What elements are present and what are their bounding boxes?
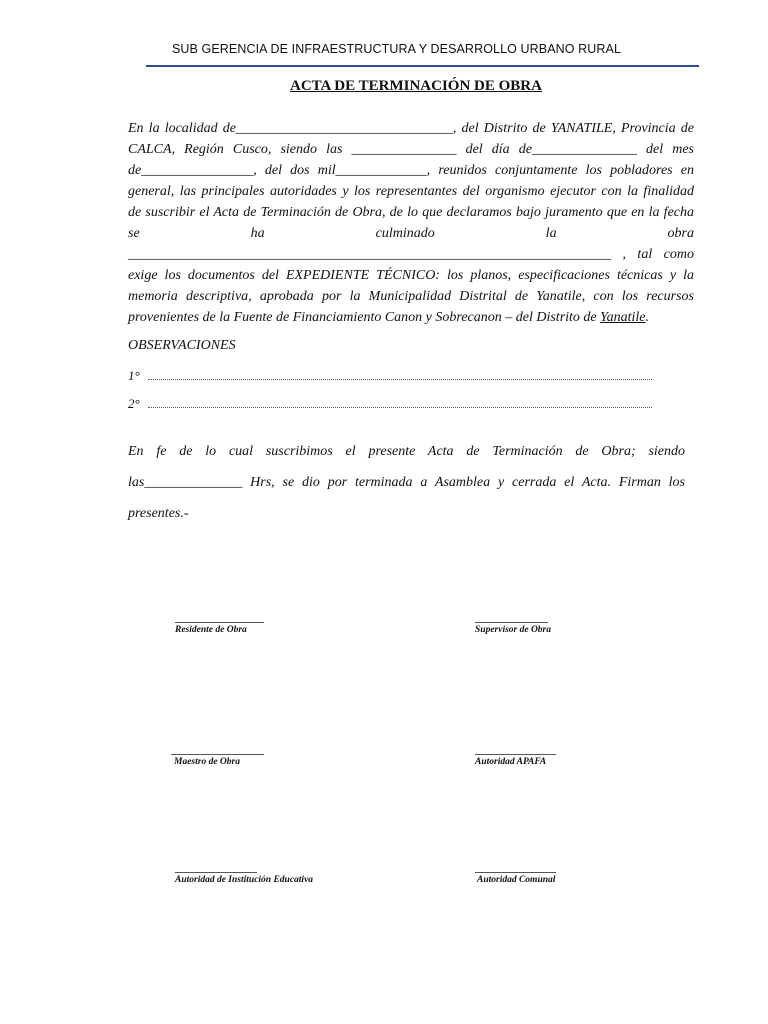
signature-line [475, 754, 556, 755]
signature-block-maestro [171, 754, 264, 767]
paragraph-line: presentes.- [128, 506, 189, 521]
signature-label: Autoridad de Institución Educativa [175, 875, 314, 885]
body-paragraph-1 [128, 118, 694, 328]
signature-line [475, 872, 556, 873]
signature-block-residente [175, 622, 264, 635]
signature-label: Autoridad Comunal [477, 875, 556, 885]
paragraph-line: En fe de lo cual suscribimos el presente Acta de Terminación de Obra; siendo [128, 444, 685, 459]
observation-item [128, 368, 652, 384]
body-paragraph-2 [128, 436, 685, 529]
paragraph-line: de suscribir el Acta de Terminación de Obra, de lo que declaramos bajo juramento que en la fecha [128, 205, 694, 220]
observation-dotted-line [148, 369, 652, 380]
signature-label: Supervisor de Obra [475, 625, 552, 635]
paragraph-line: memoria descriptiva, aprobada por la Municipalidad Distrital de Yanatile, con los recursos [128, 289, 694, 304]
paragraph-line: En la localidad de_______________________________, del Distrito de YANATILE, Provincia de [128, 121, 694, 136]
signature-line [175, 872, 257, 873]
signature-line [171, 754, 264, 755]
observation-number: 2° [128, 396, 140, 411]
paragraph-line: general, las principales autoridades y los representantes del organismo ejecutor con la finalidad [128, 184, 694, 199]
signature-line [175, 622, 264, 623]
observation-number: 1° [128, 368, 140, 383]
signature-block-apafa [475, 754, 556, 767]
paragraph-line: CALCA, Región Cusco, siendo las _______________ del día de_______________ del mes [128, 142, 694, 157]
signature-block-institucion [175, 872, 313, 885]
paragraph-text: provenientes de la Fuente de Financiamiento Canon y Sobrecanon – del Distrito de [128, 310, 601, 325]
paragraph-line: las______________ Hrs, se dio por terminada a Asamblea y cerrada el Acta. Firman los [128, 475, 685, 490]
paragraph-line: exige los documentos del EXPEDIENTE TÉCNICO: los planos, especificaciones técnicas y la [128, 268, 694, 283]
signature-block-comunal [475, 872, 556, 885]
paragraph-line: _____________________________________________________________________ , tal como [128, 247, 694, 262]
district-name: Yanatile [600, 310, 646, 325]
signature-label: Residente de Obra [175, 625, 247, 635]
paragraph-line: se ha culminado la obra [128, 226, 694, 241]
paragraph-text: . [645, 310, 650, 325]
observation-item [128, 396, 652, 412]
observation-dotted-line [148, 397, 652, 408]
signature-label: Maestro de Obra [174, 757, 240, 767]
signature-block-supervisor [475, 622, 551, 635]
paragraph-line [128, 307, 694, 328]
observations-title: OBSERVACIONES [128, 338, 236, 353]
signature-line [475, 622, 548, 623]
signature-label: Autoridad APAFA [475, 757, 547, 767]
document-title: ACTA DE TERMINACIÓN DE OBRA [290, 78, 542, 94]
paragraph-line: de________________, del dos mil_____________, reunidos conjuntamente los pobladores en [128, 163, 694, 178]
document-header: SUB GERENCIA DE INFRAESTRUCTURA Y DESARROLLO URBANO RURAL [171, 42, 622, 56]
header-rule [146, 65, 699, 67]
